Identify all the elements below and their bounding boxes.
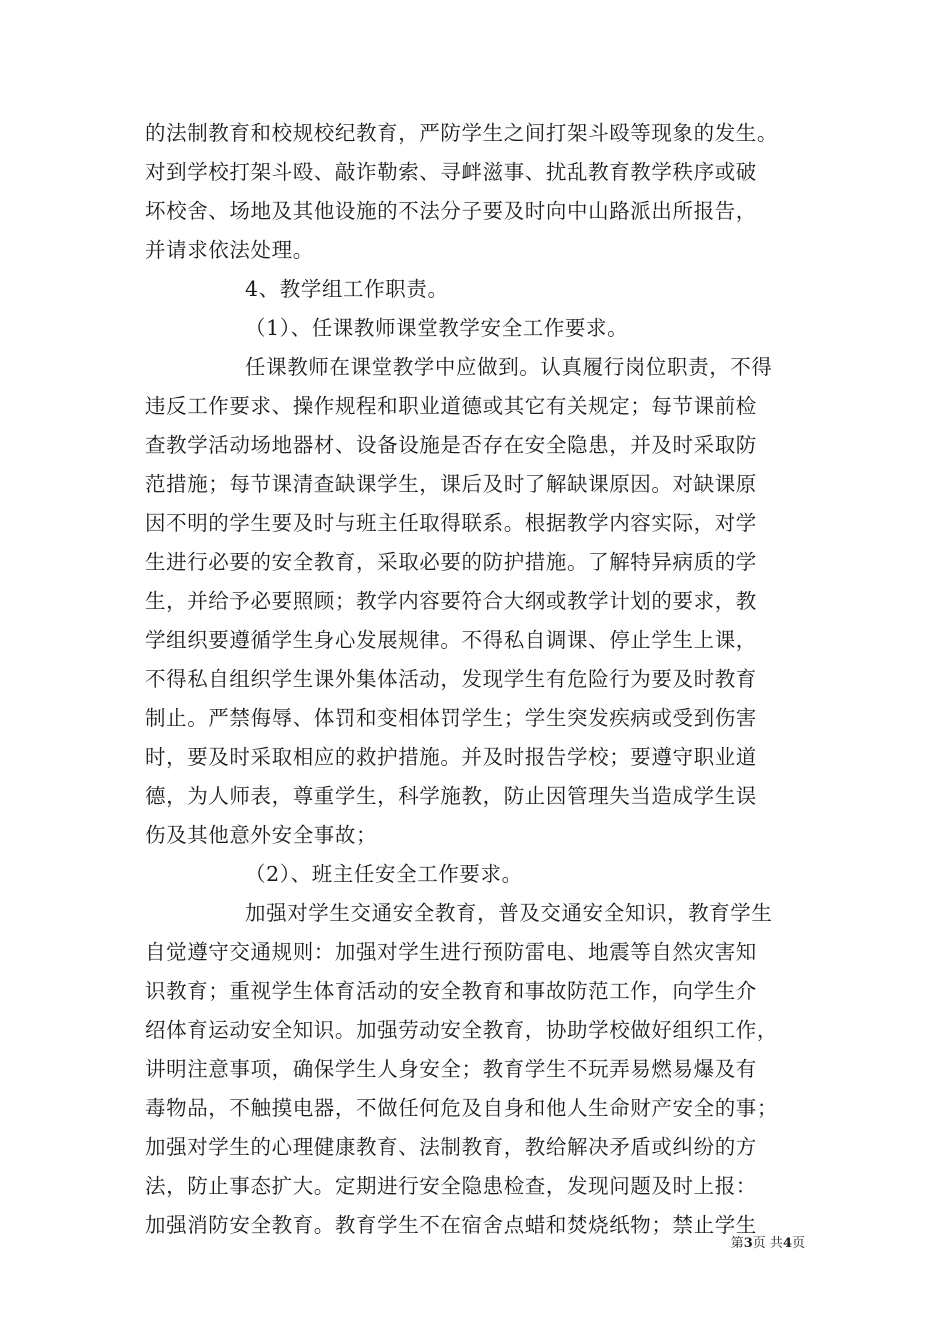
text-line: 因不明的学生要及时与班主任取得联系。根据教学内容实际，对学	[145, 511, 757, 535]
text-line: 范措施；每节课清查缺课学生，课后及时了解缺课原因。对缺课原	[145, 472, 757, 496]
footer-prefix: 第	[730, 1236, 744, 1251]
text-line: 自觉遵守交通规则：加强对学生进行预防雷电、地震等自然灾害知	[145, 940, 757, 964]
subsection-heading: （2）、班主任安全工作要求。	[245, 862, 523, 886]
page-number-footer	[731, 1236, 805, 1252]
text-line: 不得私自组织学生课外集体活动，发现学生有危险行为要及时教育	[145, 667, 757, 691]
text-line: 并请求依法处理。	[145, 238, 314, 262]
text-line: 学组织要遵循学生身心发展规律。不得私自调课、停止学生上课，	[145, 628, 757, 652]
text-line: 加强对学生交通安全教育，普及交通安全知识，教育学生	[245, 901, 773, 925]
text-line: 德，为人师表，尊重学生，科学施教，防止因管理失当造成学生误	[145, 784, 757, 808]
text-line: 制止。严禁侮辱、体罚和变相体罚学生；学生突发疾病或受到伤害	[145, 706, 757, 730]
text-line: 时，要及时采取相应的救护措施。并及时报告学校；要遵守职业道	[145, 745, 757, 769]
text-line: 伤及其他意外安全事故；	[145, 823, 378, 847]
text-line: 毒物品，不触摸电器，不做任何危及自身和他人生命财产安全的事；	[145, 1096, 778, 1120]
text-line: 违反工作要求、操作规程和职业道德或其它有关规定；每节课前检	[145, 394, 757, 418]
current-page-number: 3	[743, 1236, 753, 1251]
footer-middle: 页 共	[752, 1236, 783, 1251]
text-line: 生，并给予必要照顾；教学内容要符合大纲或教学计划的要求，教	[145, 589, 757, 613]
text-line: 加强对学生的心理健康教育、法制教育，教给解决矛盾或纠纷的方	[145, 1135, 757, 1159]
text-line: 的法制教育和校规校纪教育，严防学生之间打架斗殴等现象的发生。	[145, 121, 778, 145]
text-line: 识教育；重视学生体育活动的安全教育和事故防范工作，向学生介	[145, 979, 757, 1003]
section-heading: 4、教学组工作职责。	[245, 277, 449, 301]
subsection-heading: （1）、任课教师课堂教学安全工作要求。	[245, 316, 629, 340]
text-line: 坏校舍、场地及其他设施的不法分子要及时向中山路派出所报告，	[145, 199, 757, 223]
text-line: 加强消防安全教育。教育学生不在宿舍点蜡和焚烧纸物；禁止学生	[145, 1213, 757, 1237]
text-line: 对到学校打架斗殴、敲诈勒索、寻衅滋事、扰乱教育教学秩序或破	[145, 160, 757, 184]
total-page-number: 4	[782, 1236, 792, 1251]
text-line: 讲明注意事项，确保学生人身安全；教育学生不玩弄易燃易爆及有	[145, 1057, 757, 1081]
text-line: 查教学活动场地器材、设备设施是否存在安全隐患，并及时采取防	[145, 433, 757, 457]
text-line: 绍体育运动安全知识。加强劳动安全教育，协助学校做好组织工作，	[145, 1018, 778, 1042]
text-line: 法，防止事态扩大。定期进行安全隐患检查，发现问题及时上报：	[145, 1174, 757, 1198]
text-line: 生进行必要的安全教育，采取必要的防护措施。了解特异病质的学	[145, 550, 757, 574]
footer-suffix: 页	[791, 1236, 805, 1251]
text-line: 任课教师在课堂教学中应做到。认真履行岗位职责，不得	[245, 355, 773, 379]
